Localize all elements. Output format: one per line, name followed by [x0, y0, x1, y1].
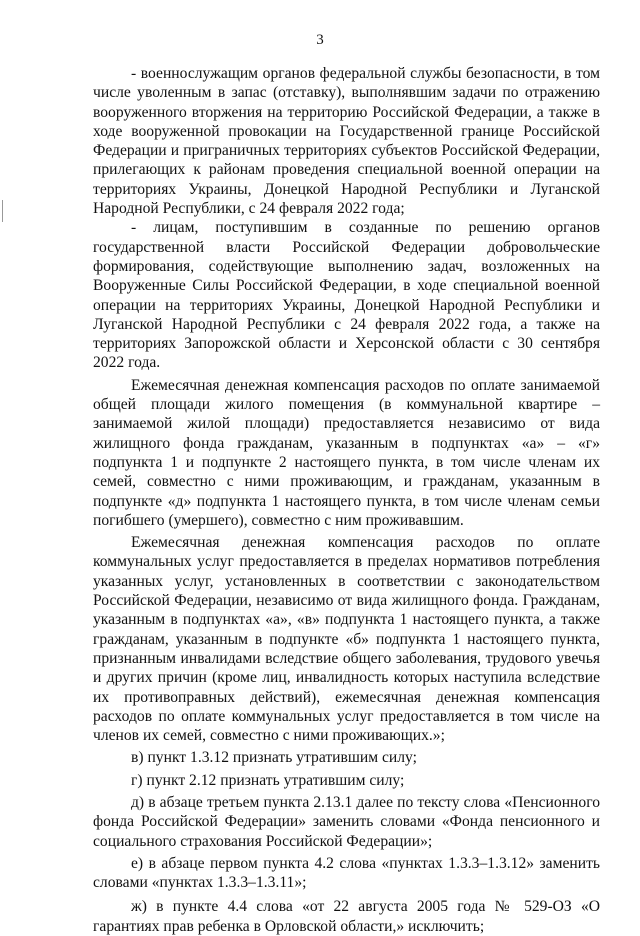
paragraph-utilities-compensation: Ежемесячная денежная компенсация расходов по оплате коммунальных услуг предоставляется в пределах нормативов потребления указанных услуг, установленных в соответствии с законодательством Российской Федерации, независимо от вида жилищного фонда. Гражданам, указанным в подпунктах «а», «в» подпункта 1 настоящего пункта, а также гражданам, указанным в подпункте «б» подпункта 1 настоящего пункта, признанным инвалидами вследствие общего заболевания, трудового увечья и других причин (кроме лиц, инвалидность которых наступила вследствие их противоправных действий), ежемесячная денежная компенсация расходов по оплате коммунальных услуг предоставляется в том числе на членов их семей, совместно с ними проживающих.»; [93, 534, 600, 745]
paragraph-housing-compensation: Ежемесячная денежная компенсация расходов по оплате занимаемой общей площади жилого помещения (в коммунальной квартире – занимаемой жилой площади) предоставляется независимо от вида жилищного фонда гражданам, указанным в подпунктах «а» – «г» подпункта 1 и подпункте 2 настоящего пункта, в том числе членам их семей, совместно с ними проживающим, и гражданам, указанным в подпункте «д» подпункта 1 настоящего пункта, в том числе членам семьи погибшего (умершего), совместно с ним проживавшим. [93, 376, 600, 529]
page-number: 3 [316, 32, 324, 48]
item-e: е) в абзаце первом пункта 4.2 слова «пунктах 1.3.3–1.3.12» заменить словами «пунктах 1.3.3–1.3.11»; [93, 854, 600, 892]
paragraph-volunteer-formations: - лицам, поступившим в созданные по решению органов государственной власти Российской Федерации добровольческие формирования, содействующие выполнению задач, возложенных на Вооруженные Силы Российской Федерации, в ходе специальной военной операции на территориях Украины, Донецкой Народной Республики и Луганской Народной Республики с 24 февраля 2022 года, а также на территориях Запорожской области и Херсонской области с 30 сентября 2022 года. [93, 219, 600, 372]
item-g: г) пункт 2.12 признать утратившим силу; [131, 771, 405, 789]
item-v: в) пункт 1.3.12 признать утратившим силу; [131, 749, 417, 767]
document-body [93, 64, 600, 936]
paragraph-fsb-servicemen: - военнослужащим органов федеральной службы безопасности, в том числе уволенным в запас (отставку), выполнявшим задачи по отражению вооруженного вторжения на территорию Российской Федерации, а также в ходе вооруженной провокации на Государственной границе Российской Федерации и приграничных территориях субъектов Российской Федерации, прилегающих к районам проведения специальной военной операции на территориях Украины, Донецкой Народной Республики и Луганской Народной Республики, с 24 февраля 2022 года; [93, 65, 600, 218]
item-d: д) в абзаце третьем пункта 2.13.1 далее по тексту слова «Пенсионного фонда Российской Федерации» заменить словами «Фонда пенсионного и социального страхования Российской Федерации»; [93, 793, 600, 850]
item-zh: ж) в пункте 4.4 слова «от 22 августа 2005 года № 529-ОЗ «О гарантиях прав ребенка в Орловской области,» исключить; [93, 898, 600, 935]
scan-edge-mark [2, 200, 3, 222]
